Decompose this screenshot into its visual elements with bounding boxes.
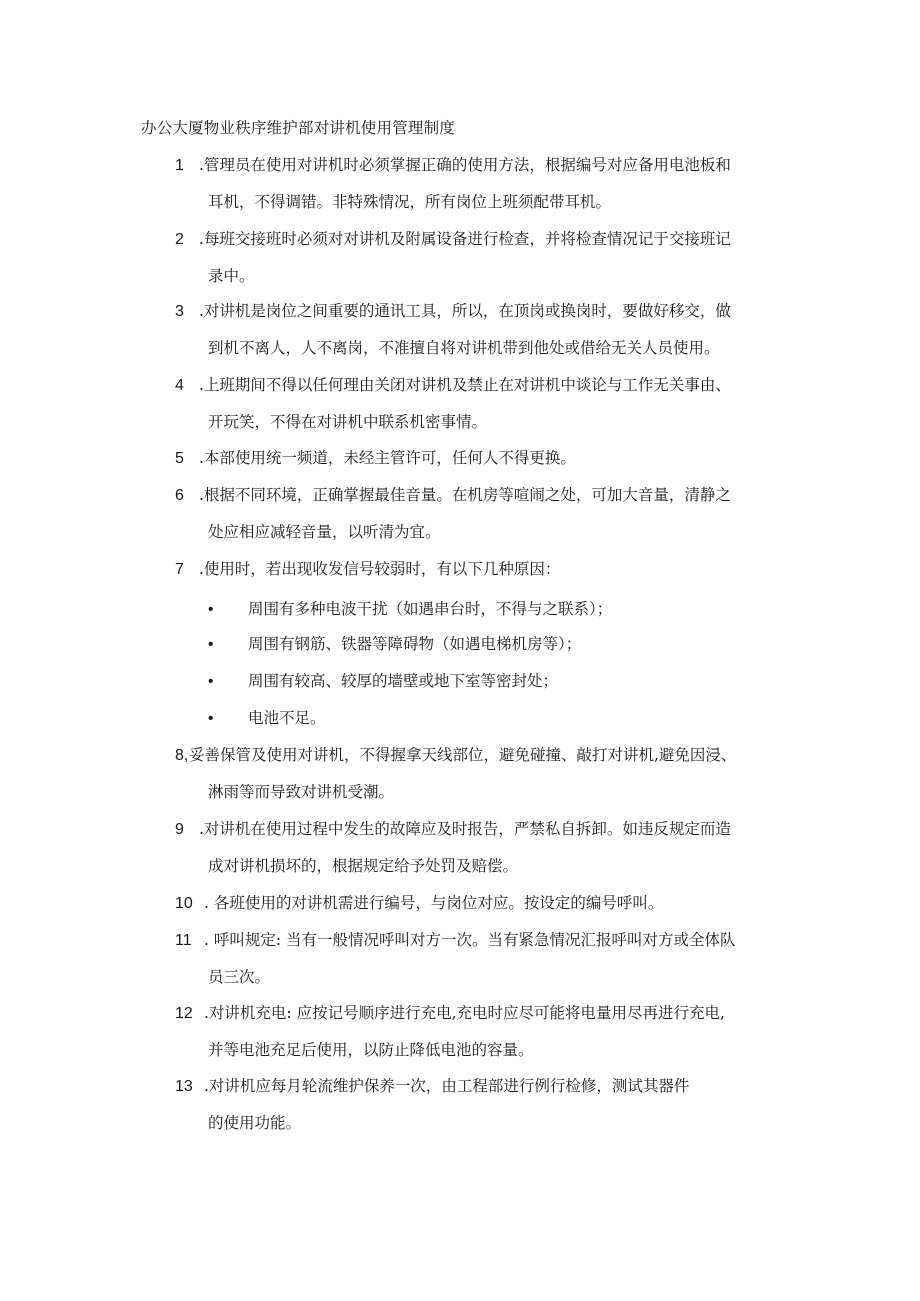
item-text: .对讲机应每月轮流维护保养一次，由工程部进行例行检修，测试其器件 [204, 1077, 690, 1095]
item-continuation: 并等电池充足后使用，以防止降低电池的容量。 [208, 1041, 534, 1059]
item-continuation: 成对讲机损坏的，根据规定给予处罚及赔偿。 [208, 857, 519, 875]
bullet-item [208, 668, 558, 695]
list-item [175, 890, 815, 927]
bullet-icon: • [208, 710, 214, 727]
item-number: 3 [175, 303, 184, 320]
list-item [175, 1073, 815, 1147]
item-text: .每班交接班时必须对对讲机及附属设备进行检查，并将检查情况记于交接班记 [199, 230, 731, 248]
document-title: 办公大厦物业秩序维护部对讲机使用管理制度 [141, 119, 456, 137]
bullet-icon: • [208, 636, 214, 653]
item-text: . 各班使用的对讲机需进行编号，与岗位对应。按设定的编号呼叫。 [204, 894, 664, 912]
list-item [175, 482, 815, 556]
item-number: 8, [175, 747, 189, 764]
item-continuation: 淋雨等而导致对讲机受潮。 [208, 783, 395, 801]
list-item [175, 816, 815, 890]
bullet-icon: • [208, 673, 214, 690]
item-number: 9 [175, 821, 184, 838]
bullet-text: 电池不足。 [248, 709, 326, 727]
item-number: 7 [175, 561, 184, 578]
item-text: .对讲机充电: 应按记号顺序进行充电,充电时应尽可能将电量用尽再进行充电, [204, 1004, 725, 1022]
item-text: .本部使用统一频道，未经主管许可，任何人不得更换。 [199, 449, 576, 467]
item-continuation: 处应相应减轻音量，以听清为宜。 [208, 523, 441, 541]
list-item [175, 927, 815, 1001]
bullet-item [208, 631, 581, 658]
item-number: 13 [175, 1078, 193, 1095]
list-item [175, 742, 815, 816]
item-continuation: 录中。 [208, 267, 255, 285]
bullet-text: 周围有多种电波干扰（如遇串台时，不得与之联系）； [248, 600, 613, 618]
list-item [175, 445, 815, 482]
item-number: 12 [175, 1005, 193, 1022]
item-number: 6 [175, 487, 184, 504]
list-item [175, 152, 815, 226]
item-continuation: 员三次。 [208, 968, 271, 986]
item-text: .管理员在使用对讲机时必须掌握正确的使用方法，根据编号对应备用电池板和 [199, 156, 731, 174]
item-number: 4 [175, 377, 184, 394]
item-number: 10 [175, 895, 193, 912]
item-text: .使用时，若出现收发信号较弱时，有以下几种原因： [199, 560, 561, 578]
list-item [175, 372, 815, 446]
item-text: .对讲机是岗位之间重要的通讯工具，所以，在顶岗或换岗时，要做好移交，做 [199, 302, 731, 320]
item-number: 5 [175, 450, 184, 467]
bullet-icon: • [208, 601, 214, 618]
list-item [175, 556, 815, 593]
list-item [175, 298, 815, 372]
item-continuation: 的使用功能。 [208, 1114, 302, 1132]
bullet-text: 周围有较高、较厚的墙壁或地下室等密封处； [248, 672, 559, 690]
item-continuation: 耳机，不得调错。非特殊情况，所有岗位上班须配带耳机。 [208, 193, 612, 211]
item-text: .对讲机在使用过程中发生的故障应及时报告，严禁私自拆卸。如违反规定而造 [199, 820, 731, 838]
item-number: 2 [175, 231, 184, 248]
bullet-item [208, 705, 326, 732]
item-number: 1 [175, 157, 184, 174]
item-continuation: 开玩笑，不得在对讲机中联系机密事情。 [208, 413, 488, 431]
item-text: .根据不同环境，正确掌握最佳音量。在机房等喧闹之处，可加大音量，清静之 [199, 486, 731, 504]
bullet-text: 周围有钢筋、铁器等障碍物（如遇电梯机房等）； [248, 635, 582, 653]
list-item [175, 226, 815, 300]
item-number: 11 [175, 932, 192, 949]
list-item [175, 1000, 815, 1074]
item-text: .上班期间不得以任何理由关闭对讲机及禁止在对讲机中谈论与工作无关事由、 [199, 376, 731, 394]
item-text: . 呼叫规定: 当有一般情况呼叫对方一次。当有紧急情况汇报呼叫对方或全体队 [204, 931, 736, 949]
bullet-item [208, 596, 612, 623]
item-text: 妥善保管及使用对讲机，不得握拿天线部位，避免碰撞、敲打对讲机,避免因浸、 [189, 746, 737, 764]
item-continuation: 到机不离人，人不离岗，不准擅自将对讲机带到他处或借给无关人员使用。 [208, 339, 720, 357]
